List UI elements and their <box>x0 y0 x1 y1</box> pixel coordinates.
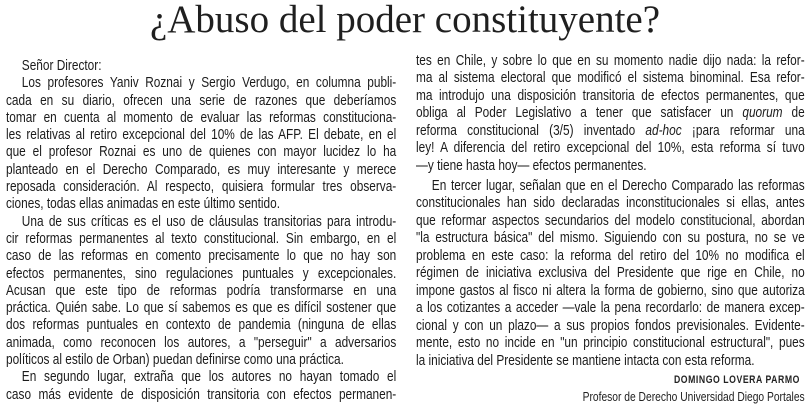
text-line: que el profesor Roznai es uno de quienes con mayor lucidez lo ha <box>6 143 397 161</box>
paragraph-continued <box>416 52 805 175</box>
text-line: les relativas al retiro excepcional del 10% de las AFP. El debate, en el <box>6 126 397 144</box>
paragraph <box>6 74 396 212</box>
text-line: En tercer lugar, señalan que en el Derecho Comparado las reformas <box>431 176 805 194</box>
text-line: ley! A diferencia del retiro excepcional del 10%, esta reforma sí tuvo <box>416 139 805 156</box>
text-line: a los cotizantes a acceder —vale la pena recordarlo: de manera excep- <box>416 299 805 316</box>
author-name: DOMINGO LOVERA PARMO <box>673 373 800 386</box>
text-line <box>416 104 805 122</box>
text-line: régimen de iniciativa exclusiva del Presidente que rige en Chile, no <box>416 264 805 281</box>
text-line: caso más evidente de disposición transitoria con efectos permanen- <box>6 385 397 403</box>
text-line: ciones, todas ellas animadas en este último sentido. <box>6 195 281 213</box>
text-line: mente, esto no incide en "un principio constitucional estructural", pues <box>416 334 805 351</box>
headline: ¿Abuso del poder constituyente? <box>149 0 661 41</box>
text-line: la iniciativa del Presidente se mantiene intacta con esta reforma. <box>416 351 755 369</box>
text-line: efectos permanentes, sino regulaciones puntuales y excepcionales. <box>6 264 397 282</box>
text-segment: reforma constitucional (3/5) inventado <box>416 121 646 139</box>
text-line: ma al sistema electoral que modificó el sistema binominal. Esa refor- <box>416 69 805 86</box>
text-segment: de <box>782 104 805 121</box>
text-line: cada en su diario, ofrecen una serie de razones que deberíamos <box>6 91 397 109</box>
text-line: dos reformas puntuales en contexto de pandemia (ninguna de ellas <box>6 316 397 334</box>
text-line: animada, como reconocen los autores, a "perseguir" a adversarios <box>6 333 397 351</box>
salutation: Señor Director: <box>21 57 102 74</box>
text-line: —y tiene hasta hoy— efectos permanentes. <box>416 156 647 174</box>
text-line: impone gastos al fisco ni altera la forma de gobierno, sino que autoriza <box>416 281 805 299</box>
text-segment: obliga al Poder Legislativo a tener que satisfacer un <box>416 104 743 121</box>
text-line: políticos al estilo de Orban) puedan definirse como una práctica. <box>6 351 344 369</box>
text-line: tes en Chile, y sobre lo que en su momento nadie dijo nada: la refor- <box>416 51 805 69</box>
text-line <box>416 122 805 140</box>
text-line: cional y con un plazo— a sus propios fondos previsionales. Evidente- <box>416 316 805 334</box>
text-line: reposada consideración. Al respecto, quisiera formular tres observa- <box>6 178 397 196</box>
text-line: planteado en el Derecho Comparado, es muy interesante y merece <box>6 160 397 178</box>
text-line: ma introdujo una disposición transitoria de efectos permanentes, que <box>416 86 805 104</box>
left-column <box>6 57 396 403</box>
text-line: En segundo lugar, extraña que los autores no hayan tomado el <box>21 368 397 386</box>
right-column <box>416 52 805 406</box>
text-line: constitucionales han sido declaradas inconstitucionales si ellas, antes <box>416 194 805 211</box>
italic-term: ad-hoc <box>645 121 682 139</box>
text-line: práctica. Quién sabe. Lo que sí sabemos es que es difícil sostener que <box>6 299 397 317</box>
paragraph <box>6 213 396 369</box>
text-line: Acusan que este tipo de reformas podría transformarse en una <box>6 281 397 299</box>
author-affiliation: Profesor de Derecho Universidad Diego Portales <box>582 389 805 404</box>
text-line: tomar en cuenta al momento de evaluar las reformas constituciona- <box>6 108 397 126</box>
text-line: caso de las reformas en comento precisamente lo que no hay son <box>6 247 397 265</box>
text-line: cir reformas permanentes al texto constitucional. Sin embargo, en el <box>6 229 397 247</box>
text-line: "la estructura básica" del mismo. Siguiendo con su postura, no se ve <box>416 229 805 246</box>
text-line: Una de sus críticas es el uso de cláusulas transitorias para introdu- <box>21 212 397 230</box>
text-segment: ¡para reformar una <box>681 121 805 139</box>
italic-term: quorum <box>742 104 783 121</box>
paragraph <box>6 368 396 403</box>
paragraph <box>416 177 805 370</box>
text-line: que reformar aspectos secundarios del modelo constitucional, abordan <box>416 211 805 229</box>
text-line: problema en este caso: la reforma del retiro del 10% no modifica el <box>416 246 805 264</box>
text-line: Los profesores Yaniv Roznai y Sergio Verdugo, en columna publi- <box>21 74 397 92</box>
